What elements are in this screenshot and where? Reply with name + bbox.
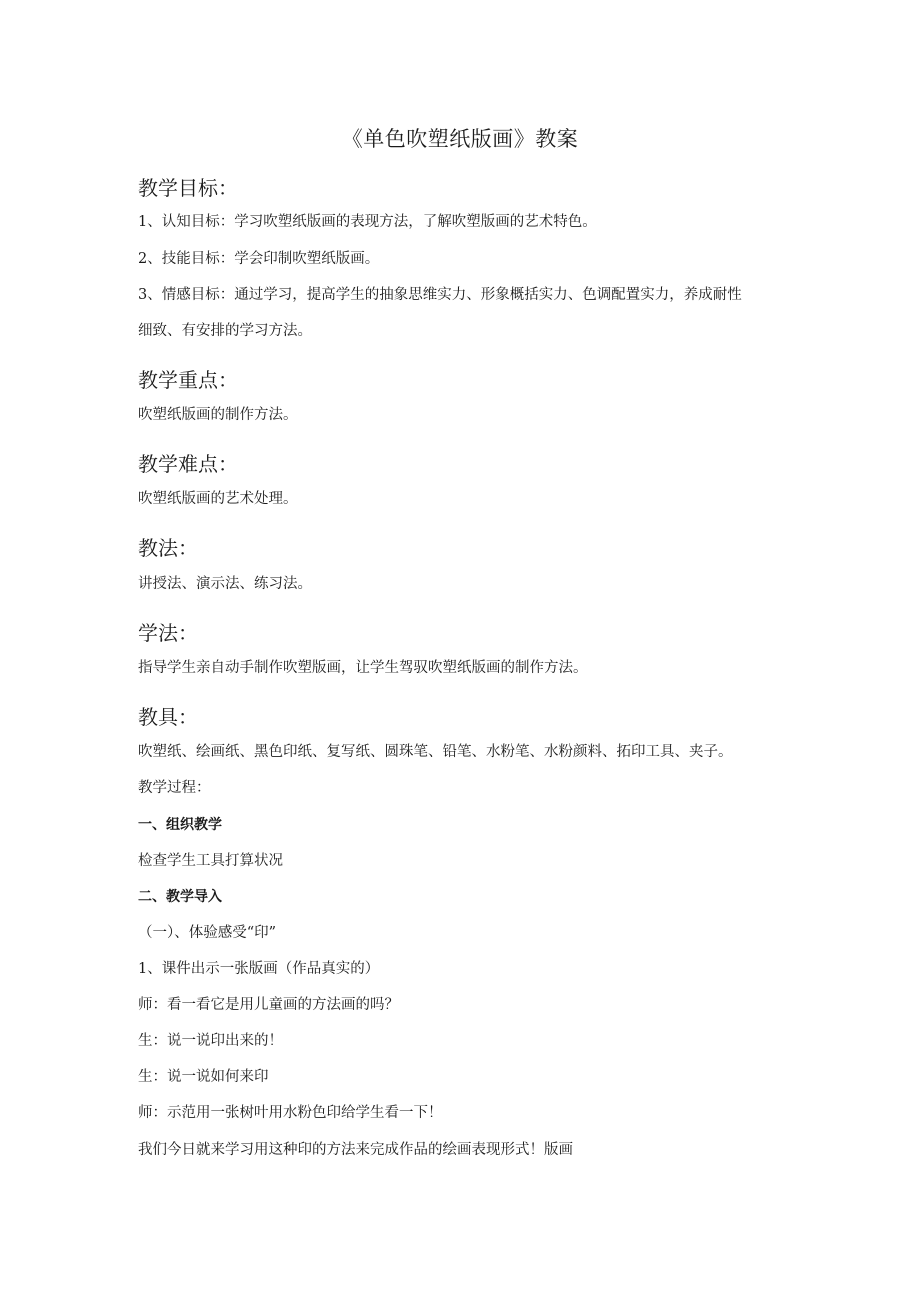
learning-method-heading: 学法： — [138, 621, 198, 645]
dialog-line: 生：说一说如何来印 — [138, 1069, 269, 1085]
key-points-text: 吹塑纸版画的制作方法。 — [138, 407, 298, 423]
difficulty-text: 吹塑纸版画的艺术处理。 — [138, 491, 298, 507]
tools-heading: 教具： — [138, 705, 198, 729]
teaching-method-heading: 教法： — [138, 536, 198, 560]
dialog-line: 生：说一说印出来的！ — [138, 1033, 283, 1049]
sub-section-1: （一）、体验感受“印” — [138, 925, 277, 941]
difficulty-heading: 教学难点： — [138, 452, 238, 476]
objective-3-line-1: 3、情感目标：通过学习，提高学生的抽象思维实力、形象概括实力、色调配置实力，养成耐性 — [138, 287, 742, 303]
objective-3-line-2: 细致、有安排的学习方法。 — [138, 323, 312, 339]
objectives-heading: 教学目标： — [138, 176, 238, 200]
learning-method-text: 指导学生亲自动手制作吹塑版画，让学生驾驭吹塑纸版画的制作方法。 — [138, 660, 588, 676]
part-1-text: 检查学生工具打算状况 — [138, 853, 283, 869]
process-label: 教学过程： — [138, 780, 211, 796]
objective-2: 2、技能目标：学会印制吹塑纸版画。 — [138, 251, 380, 267]
key-points-heading: 教学重点： — [138, 368, 238, 392]
document-title: 《单色吹塑纸版画》教案 — [341, 127, 579, 151]
tools-text: 吹塑纸、绘画纸、黑色印纸、复写纸、圆珠笔、铅笔、水粉笔、水粉颜料、拓印工具、夹子。 — [138, 744, 733, 760]
objective-1: 1、认知目标：学习吹塑纸版画的表现方法，了解吹塑版画的艺术特色。 — [138, 214, 597, 230]
step-1: 1、课件出示一张版画（作品真实的） — [138, 961, 380, 977]
closing-text: 我们今日就来学习用这种印的方法来完成作品的绘画表现形式！版画 — [138, 1142, 573, 1158]
part-2-heading: 二、教学导入 — [138, 889, 222, 905]
dialog-line: 师：示范用一张树叶用水粉色印给学生看一下！ — [138, 1105, 443, 1121]
teaching-method-text: 讲授法、演示法、练习法。 — [138, 576, 312, 592]
part-1-heading: 一、组织教学 — [138, 817, 222, 833]
dialog-line: 师：看一看它是用儿童画的方法画的吗？ — [138, 997, 399, 1013]
